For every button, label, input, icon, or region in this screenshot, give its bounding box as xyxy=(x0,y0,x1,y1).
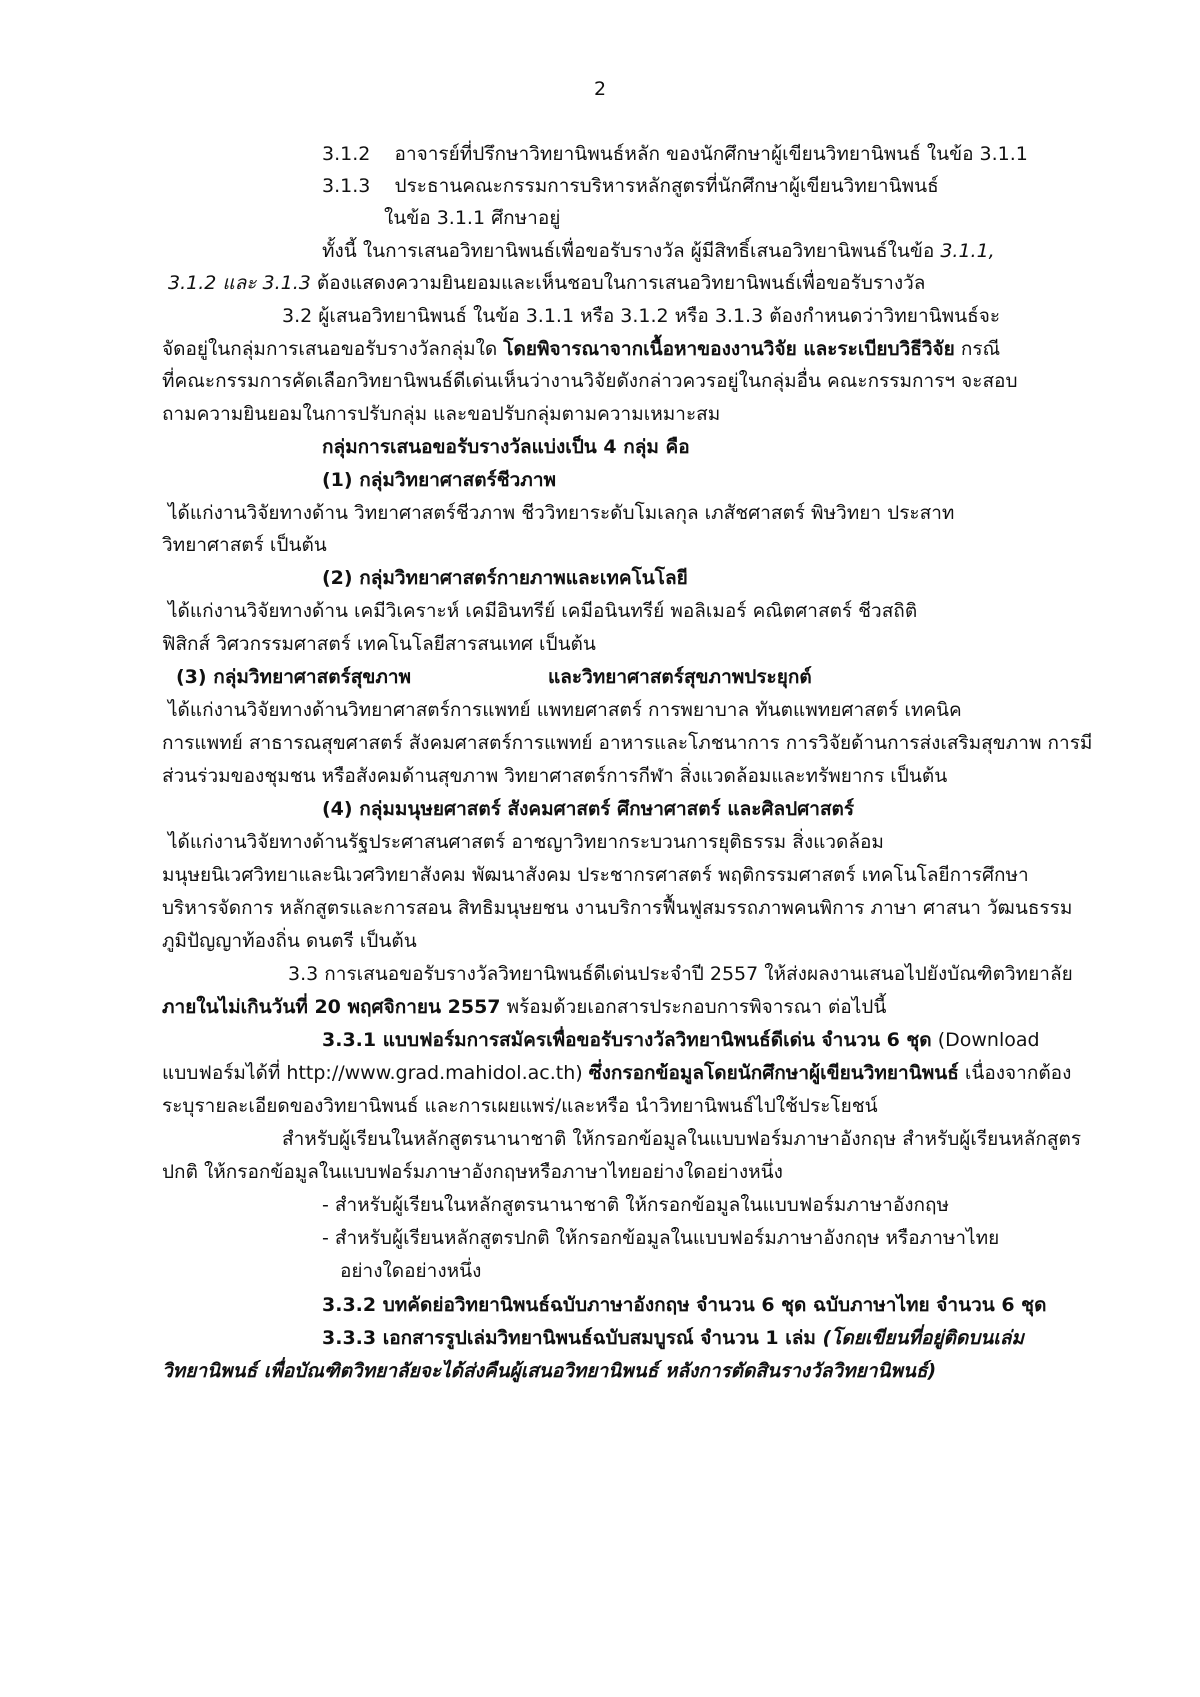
text-line: บริหารจัดการ หลักสูตรและการสอน สิทธิมนุษยชน งานบริการฟื้นฟูสมรรถภาพคนพิการ ภาษา ศาสนา วัฒนธรรม xyxy=(162,897,1073,919)
text-line: มนุษยนิเวศวิทยาและนิเวศวิทยาสังคม พัฒนาสังคม ประชากรศาสตร์ พฤติกรรมศาสตร์ เทคโนโลยีการศึกษา xyxy=(162,864,1029,886)
item-3-1-3 xyxy=(322,172,939,200)
item-number: 3.1.2 xyxy=(322,143,371,165)
item-text: อาจารย์ที่ปรึกษาวิทยานิพนธ์หลัก ของนักศึกษาผู้เขียนวิทยานิพนธ์ ในข้อ 3.1.1 xyxy=(394,143,1028,165)
bullet-item: - สำหรับผู้เรียนในหลักสูตรนานาชาติ ให้กรอกข้อมูลในแบบฟอร์มภาษาอังกฤษ xyxy=(322,1194,950,1216)
text-line: ได้แก่งานวิจัยทางด้านวิทยาศาสตร์การแพทย์ แพทยศาสตร์ การพยาบาล ทันตแพทยศาสตร์ เทคนิค xyxy=(168,699,962,721)
text-line xyxy=(168,269,925,297)
item-3-3-2: 3.3.2 บทคัดย่อวิทยานิพนธ์ฉบับภาษาอังกฤษ จำนวน 6 ชุด ฉบับภาษาไทย จำนวน 6 ชุด xyxy=(322,1294,1047,1316)
text-line: ระบุรายละเอียดของวิทยานิพนธ์ และการเผยแพร่/และหรือ นำวิทยานิพนธ์ไปใช้ประโยชน์ xyxy=(162,1095,878,1117)
group-2-heading: (2) กลุ่มวิทยาศาสตร์กายภาพและเทคโนโลยี xyxy=(322,567,688,589)
text-line: ได้แก่งานวิจัยทางด้านรัฐประศาสนศาสตร์ อาชญาวิทยากระบวนการยุติธรรม สิ่งแวดล้อม xyxy=(168,831,884,853)
text-line: ได้แก่งานวิจัยทางด้าน เคมีวิเคราะห์ เคมีอินทรีย์ เคมีอนินทรีย์ พอลิเมอร์ คณิตศาสตร์ ชีวสถิติ xyxy=(168,600,918,622)
bold-run: โดยพิจารณาจากเนื้อหาของงานวิจัย และระเบียบวิธีวิจัย xyxy=(503,338,955,360)
text-line: ได้แก่งานวิจัยทางด้าน วิทยาศาสตร์ชีวภาพ ชีววิทยาระดับโมเลกุล เภสัชศาสตร์ พิษวิทยา ประสาท xyxy=(168,502,955,524)
text-run: กรณี xyxy=(954,338,1001,360)
page-number: 2 xyxy=(593,78,607,100)
item-text: ประธานคณะกรรมการบริหารหลักสูตรที่นักศึกษาผู้เขียนวิทยานิพนธ์ xyxy=(394,175,939,197)
bold-run: 3.3.1 แบบฟอร์มการสมัครเพื่อขอรับรางวัลวิทยานิพนธ์ดีเด่น จำนวน 6 ชุด xyxy=(322,1029,932,1051)
text-line: ที่คณะกรรมการคัดเลือกวิทยานิพนธ์ดีเด่นเห็นว่างานวิจัยดังกล่าวควรอยู่ในกลุ่มอื่น คณะกรรมการฯ จะสอบ xyxy=(162,370,1018,392)
text-run: พร้อมด้วยเอกสารประกอบการพิจารณา ต่อไปนี้ xyxy=(500,996,887,1018)
text-line: วิทยานิพนธ์ เพื่อบัณฑิตวิทยาลัยจะได้ส่งคืนผู้เสนอวิทยานิพนธ์ หลังการตัดสินรางวัลวิทยานิพนธ์) xyxy=(162,1360,937,1382)
text-line xyxy=(162,335,1000,363)
text-line: การแพทย์ สาธารณสุขศาสตร์ สังคมศาสตร์การแพทย์ อาหารและโภชนาการ การวิจัยด้านการส่งเสริมสุขภาพ การมี xyxy=(162,732,1093,754)
group-1-heading: (1) กลุ่มวิทยาศาสตร์ชีวภาพ xyxy=(322,469,557,491)
text-line: ถามความยินยอมในการปรับกลุ่ม และขอปรับกลุ่มตามความเหมาะสม xyxy=(162,403,721,425)
item-3-1-2 xyxy=(322,140,1028,168)
text-line xyxy=(322,237,995,265)
text-run: ต้องแสดงความยินยอมและเห็นชอบในการเสนอวิทยานิพนธ์เพื่อขอรับรางวัล xyxy=(310,272,926,294)
section-3-3: 3.3 การเสนอขอรับรางวัลวิทยานิพนธ์ดีเด่นประจำปี 2557 ให้ส่งผลงานเสนอไปยังบัณฑิตวิทยาลัย xyxy=(288,963,1073,985)
item-3-3-1 xyxy=(322,1026,1040,1054)
group-3-heading-right: และวิทยาศาสตร์สุขภาพประยุกต์ xyxy=(548,666,812,688)
text-line xyxy=(162,993,886,1021)
bullet-item: - สำหรับผู้เรียนหลักสูตรปกติ ให้กรอกข้อมูลในแบบฟอร์มภาษาอังกฤษ หรือภาษาไทย xyxy=(322,1227,1000,1249)
text-line: ปกติ ให้กรอกข้อมูลในแบบฟอร์มภาษาอังกฤษหรือภาษาไทยอย่างใดอย่างหนึ่ง xyxy=(162,1161,783,1183)
bold-run: ภายในไม่เกินวันที่ 20 พฤศจิกายน 2557 xyxy=(162,996,501,1018)
text-line: ส่วนร่วมของชุมชน หรือสังคมด้านสุขภาพ วิทยาศาสตร์การกีฬา สิ่งแวดล้อมและทรัพยากร เป็นต้น xyxy=(162,765,948,787)
item-3-3-3 xyxy=(322,1324,1024,1352)
text-line: ฟิสิกส์ วิศวกรรมศาสตร์ เทคโนโลยีสารสนเทศ เป็นต้น xyxy=(162,633,596,655)
text-run: ทั้งนี้ ในการเสนอวิทยานิพนธ์เพื่อขอรับรางวัล ผู้มีสิทธิ์เสนอวิทยานิพนธ์ในข้อ xyxy=(322,240,941,262)
italic-run: 3.1.1, xyxy=(940,240,995,262)
italic-run: 3.1.2 และ 3.1.3 xyxy=(168,272,311,294)
section-3-2: 3.2 ผู้เสนอวิทยานิพนธ์ ในข้อ 3.1.1 หรือ 3.1.2 หรือ 3.1.3 ต้องกำหนดว่าวิทยานิพนธ์จะ xyxy=(282,305,1001,327)
text-run: แบบฟอร์มได้ที่ http://www.grad.mahidol.ac.th) xyxy=(162,1062,589,1084)
text-line: วิทยาศาสตร์ เป็นต้น xyxy=(162,534,327,556)
bold-italic-run: (โดยเขียนที่อยู่ติดบนเล่ม xyxy=(815,1327,1024,1349)
bold-run: 3.3.3 เอกสารรูปเล่มวิทยานิพนธ์ฉบับสมบูรณ์ จำนวน 1 เล่ม xyxy=(322,1327,816,1349)
text-run: (Download xyxy=(931,1029,1040,1051)
group-3-heading-left: (3) กลุ่มวิทยาศาสตร์สุขภาพ xyxy=(176,666,412,688)
group-4-heading: (4) กลุ่มมนุษยศาสตร์ สังคมศาสตร์ ศึกษาศาสตร์ และศิลปศาสตร์ xyxy=(322,798,855,820)
text-line: ในข้อ 3.1.1 ศึกษาอยู่ xyxy=(384,207,561,229)
bold-run: ซึ่งกรอกข้อมูลโดยนักศึกษาผู้เขียนวิทยานิพนธ์ xyxy=(588,1062,959,1084)
text-line: สำหรับผู้เรียนในหลักสูตรนานาชาติ ให้กรอกข้อมูลในแบบฟอร์มภาษาอังกฤษ สำหรับผู้เรียนหลักสูตร xyxy=(282,1128,1082,1150)
text-line xyxy=(162,1059,1071,1087)
text-run: จัดอยู่ในกลุ่มการเสนอขอรับรางวัลกลุ่มใด xyxy=(162,338,504,360)
groups-heading: กลุ่มการเสนอขอรับรางวัลแบ่งเป็น 4 กลุ่ม คือ xyxy=(322,436,690,458)
item-number: 3.1.3 xyxy=(322,175,371,197)
text-line: ภูมิปัญญาท้องถิ่น ดนตรี เป็นต้น xyxy=(162,930,417,952)
text-run: เนื่องจากต้อง xyxy=(958,1062,1072,1084)
text-line: อย่างใดอย่างหนึ่ง xyxy=(340,1260,482,1282)
